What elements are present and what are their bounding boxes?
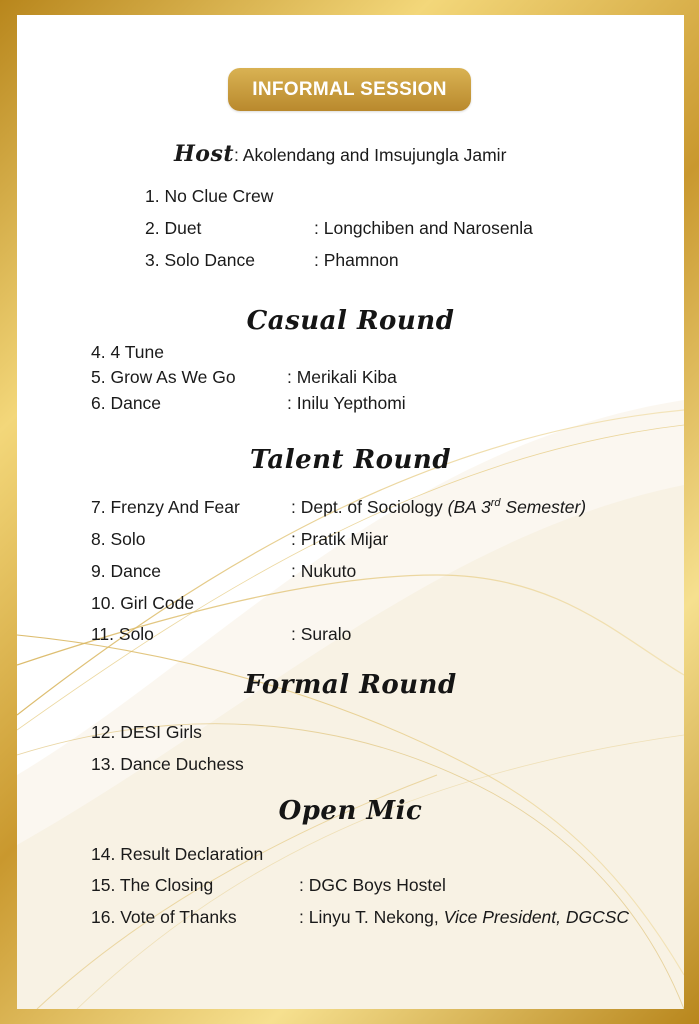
item-performer: : Dept. of Sociology — [291, 497, 443, 517]
item-performer: : Nukuto — [291, 561, 357, 581]
host-label: Host — [174, 141, 235, 167]
item-title: 15. The Closing — [91, 875, 214, 895]
item-title: 14. Result Declaration — [91, 844, 264, 864]
item-role: Vice President, DGCSC — [438, 907, 630, 927]
item-title: 8. Solo — [91, 529, 146, 549]
item-title: 3. Solo Dance — [145, 250, 255, 270]
item-performer: : Suralo — [291, 624, 352, 644]
item-title: 10. Girl Code — [91, 593, 195, 613]
item-title: 11. Solo — [91, 624, 154, 644]
item-title: 13. Dance Duchess — [91, 754, 244, 774]
item-title: 6. Dance — [91, 393, 162, 413]
item-performer: : Pratik Mijar — [291, 529, 389, 549]
item-performer: : Phamnon — [314, 250, 399, 270]
item-performer: : Longchiben and Narosenla — [314, 218, 533, 238]
host-names: : Akolendang and Imsujungla Jamir — [234, 145, 507, 165]
item-performer-line — [291, 497, 586, 518]
item-title: 12. DESI Girls — [91, 722, 202, 742]
item-title: 4. 4 Tune — [91, 342, 164, 362]
item-performer: : Linyu T. Nekong, — [299, 907, 439, 927]
section-heading-casual: Casual Round — [246, 306, 455, 336]
item-title: 16. Vote of Thanks — [91, 907, 237, 927]
session-badge: INFORMAL SESSION — [228, 68, 471, 111]
item-performer: : Inilu Yepthomi — [287, 393, 406, 413]
item-title: 7. Frenzy And Fear — [91, 497, 240, 517]
item-title: 9. Dance — [91, 561, 162, 581]
item-title: 1. No Clue Crew — [145, 186, 274, 206]
section-heading-talent: Talent Round — [249, 445, 452, 475]
item-note: (BA 3rd Semester) — [447, 497, 587, 517]
item-title: 2. Duet — [145, 218, 202, 238]
item-performer: : DGC Boys Hostel — [299, 875, 446, 895]
item-title: 5. Grow As We Go — [91, 367, 236, 387]
card-inner — [17, 15, 684, 1009]
section-heading-formal: Formal Round — [244, 670, 457, 700]
item-performer-line — [299, 907, 629, 928]
host-line — [174, 141, 506, 167]
item-performer: : Merikali Kiba — [287, 367, 397, 387]
section-heading-openmic: Open Mic — [278, 796, 423, 826]
